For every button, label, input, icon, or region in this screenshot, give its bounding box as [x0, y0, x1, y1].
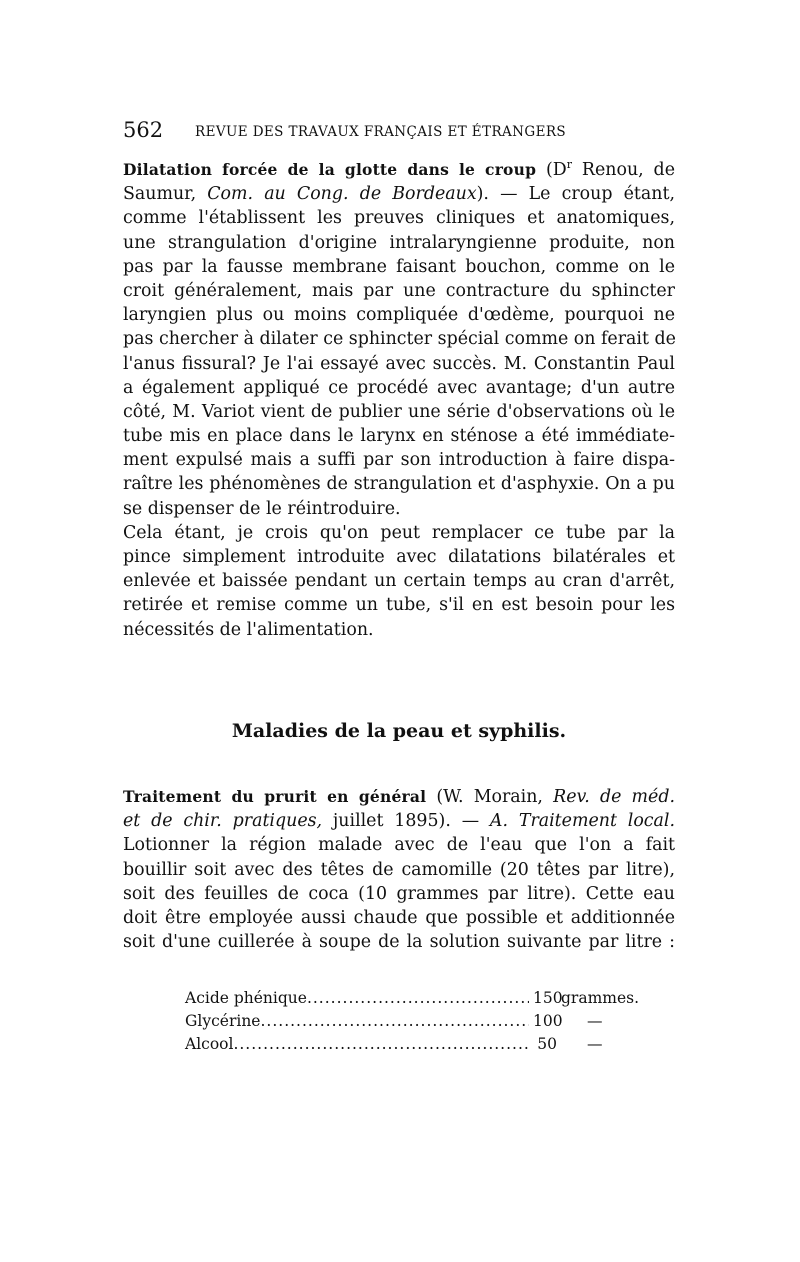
citation-place: Saumur, [123, 184, 208, 205]
leader-dots [260, 1010, 529, 1033]
text-line [123, 182, 675, 206]
citation-source: Com. au Cong. de Bordeaux [207, 184, 477, 205]
recipe-item [185, 1010, 645, 1033]
text-line: ment expulsé mais a suffi par son introduction à faire dispa- [123, 450, 675, 471]
text-line [123, 521, 675, 545]
page-header [123, 118, 675, 148]
text-line: pas chercher à dilater ce sphincter spécial comme on ferait de [123, 329, 676, 350]
article-dilatation [123, 158, 675, 642]
citation-close: ). — Le croup étant, [476, 184, 675, 205]
ingredient-unit: — [587, 1035, 603, 1053]
article-title: Dilatation forcée de la glotte dans le croup [123, 160, 537, 179]
ingredient-name: Acide phénique [185, 989, 307, 1007]
text-line: nécessités de l'alimentation. [123, 619, 374, 640]
text-line: doit être employée aussi chaude que possible et additionnée [123, 907, 675, 928]
ingredient-unit: — [587, 1012, 603, 1030]
leader-dots [233, 1033, 529, 1056]
text-line: pince simplement introduite avec dilatations bilatérales et [123, 547, 675, 567]
text-line: côté, M. Variot vient de publier une série d'observations où le [123, 401, 675, 422]
recipe-list [185, 987, 645, 1056]
section-heading: Maladies de la peau et syphilis. [231, 720, 567, 742]
ingredient-quantity: 150 [533, 989, 563, 1007]
ingredient-unit: grammes. [561, 989, 640, 1007]
text-line: Lotionner la région malade avec de l'eau que l'on a fait [123, 835, 675, 856]
page-number: 562 [123, 118, 164, 142]
paragraph-start: Cela étant, je crois qu'on peut remplacer ce tube par la [123, 522, 675, 543]
text-line: une strangulation d'origine intralaryngienne produite, non [123, 232, 675, 253]
citation-open: (D [546, 160, 567, 180]
text-line [123, 158, 675, 182]
citation-superscript: r [566, 158, 572, 172]
text-line [123, 809, 675, 833]
text-line: raître les phénomènes de strangulation et d'asphyxie. On a pu [123, 474, 675, 495]
text-line: se dispenser de le réintroduire. [123, 498, 401, 519]
ingredient-name: Glycérine [185, 1012, 261, 1030]
text-line: comme l'établissent les preuves cliniques et anatomiques, [123, 208, 675, 229]
subsection-label: A. Traitement local. [489, 811, 675, 832]
text-line: a également appliqué ce procédé avec avantage; d'un autre [123, 377, 675, 398]
citation-author: (W. Morain, [426, 787, 554, 807]
citation-source: Rev. de méd. [553, 787, 675, 807]
article-title: Traitement du prurit en général [123, 787, 427, 806]
text-line: l'anus fissural? Je l'ai essayé avec succès. M. Constantin Paul [123, 353, 675, 374]
article-prurit [123, 785, 675, 954]
text-line: retirée et remise comme un tube, s'il en est besoin pour les [123, 595, 675, 616]
citation-author: Renou, de [572, 160, 675, 180]
running-head: REVUE DES TRAVAUX FRANÇAIS ET ÉTRANGERS [195, 124, 567, 140]
leader-dots [307, 987, 529, 1010]
text-line: croit généralement, mais par une contracture du sphincter [123, 280, 675, 301]
ingredient-quantity: 50 [537, 1035, 557, 1053]
text-line: tube mis en place dans le larynx en sténose a été immédiate- [123, 426, 675, 447]
ingredient-name: Alcool [185, 1035, 234, 1053]
recipe-item [185, 987, 645, 1010]
text-line: soit d'une cuillerée à soupe de la solution suivante par litre : [123, 932, 675, 953]
citation-source-cont: et de chir. pratiques, [123, 811, 323, 832]
text-line [123, 785, 675, 809]
text-line: laryngien plus ou moins compliquée d'œdème, pourquoi ne [123, 305, 675, 326]
recipe-item [185, 1033, 645, 1056]
text-line: enlevée et baissée pendant un certain temps au cran d'arrêt, [123, 571, 675, 592]
text-line: bouillir soit avec des têtes de camomille (20 têtes par litre), [123, 859, 675, 880]
ingredient-quantity: 100 [533, 1012, 563, 1030]
text-line: soit des feuilles de coca (10 grammes par litre). Cette eau [123, 883, 675, 904]
citation-date: juillet 1895). — [322, 811, 490, 832]
text-line: pas par la fausse membrane faisant bouchon, comme on le [123, 256, 675, 277]
